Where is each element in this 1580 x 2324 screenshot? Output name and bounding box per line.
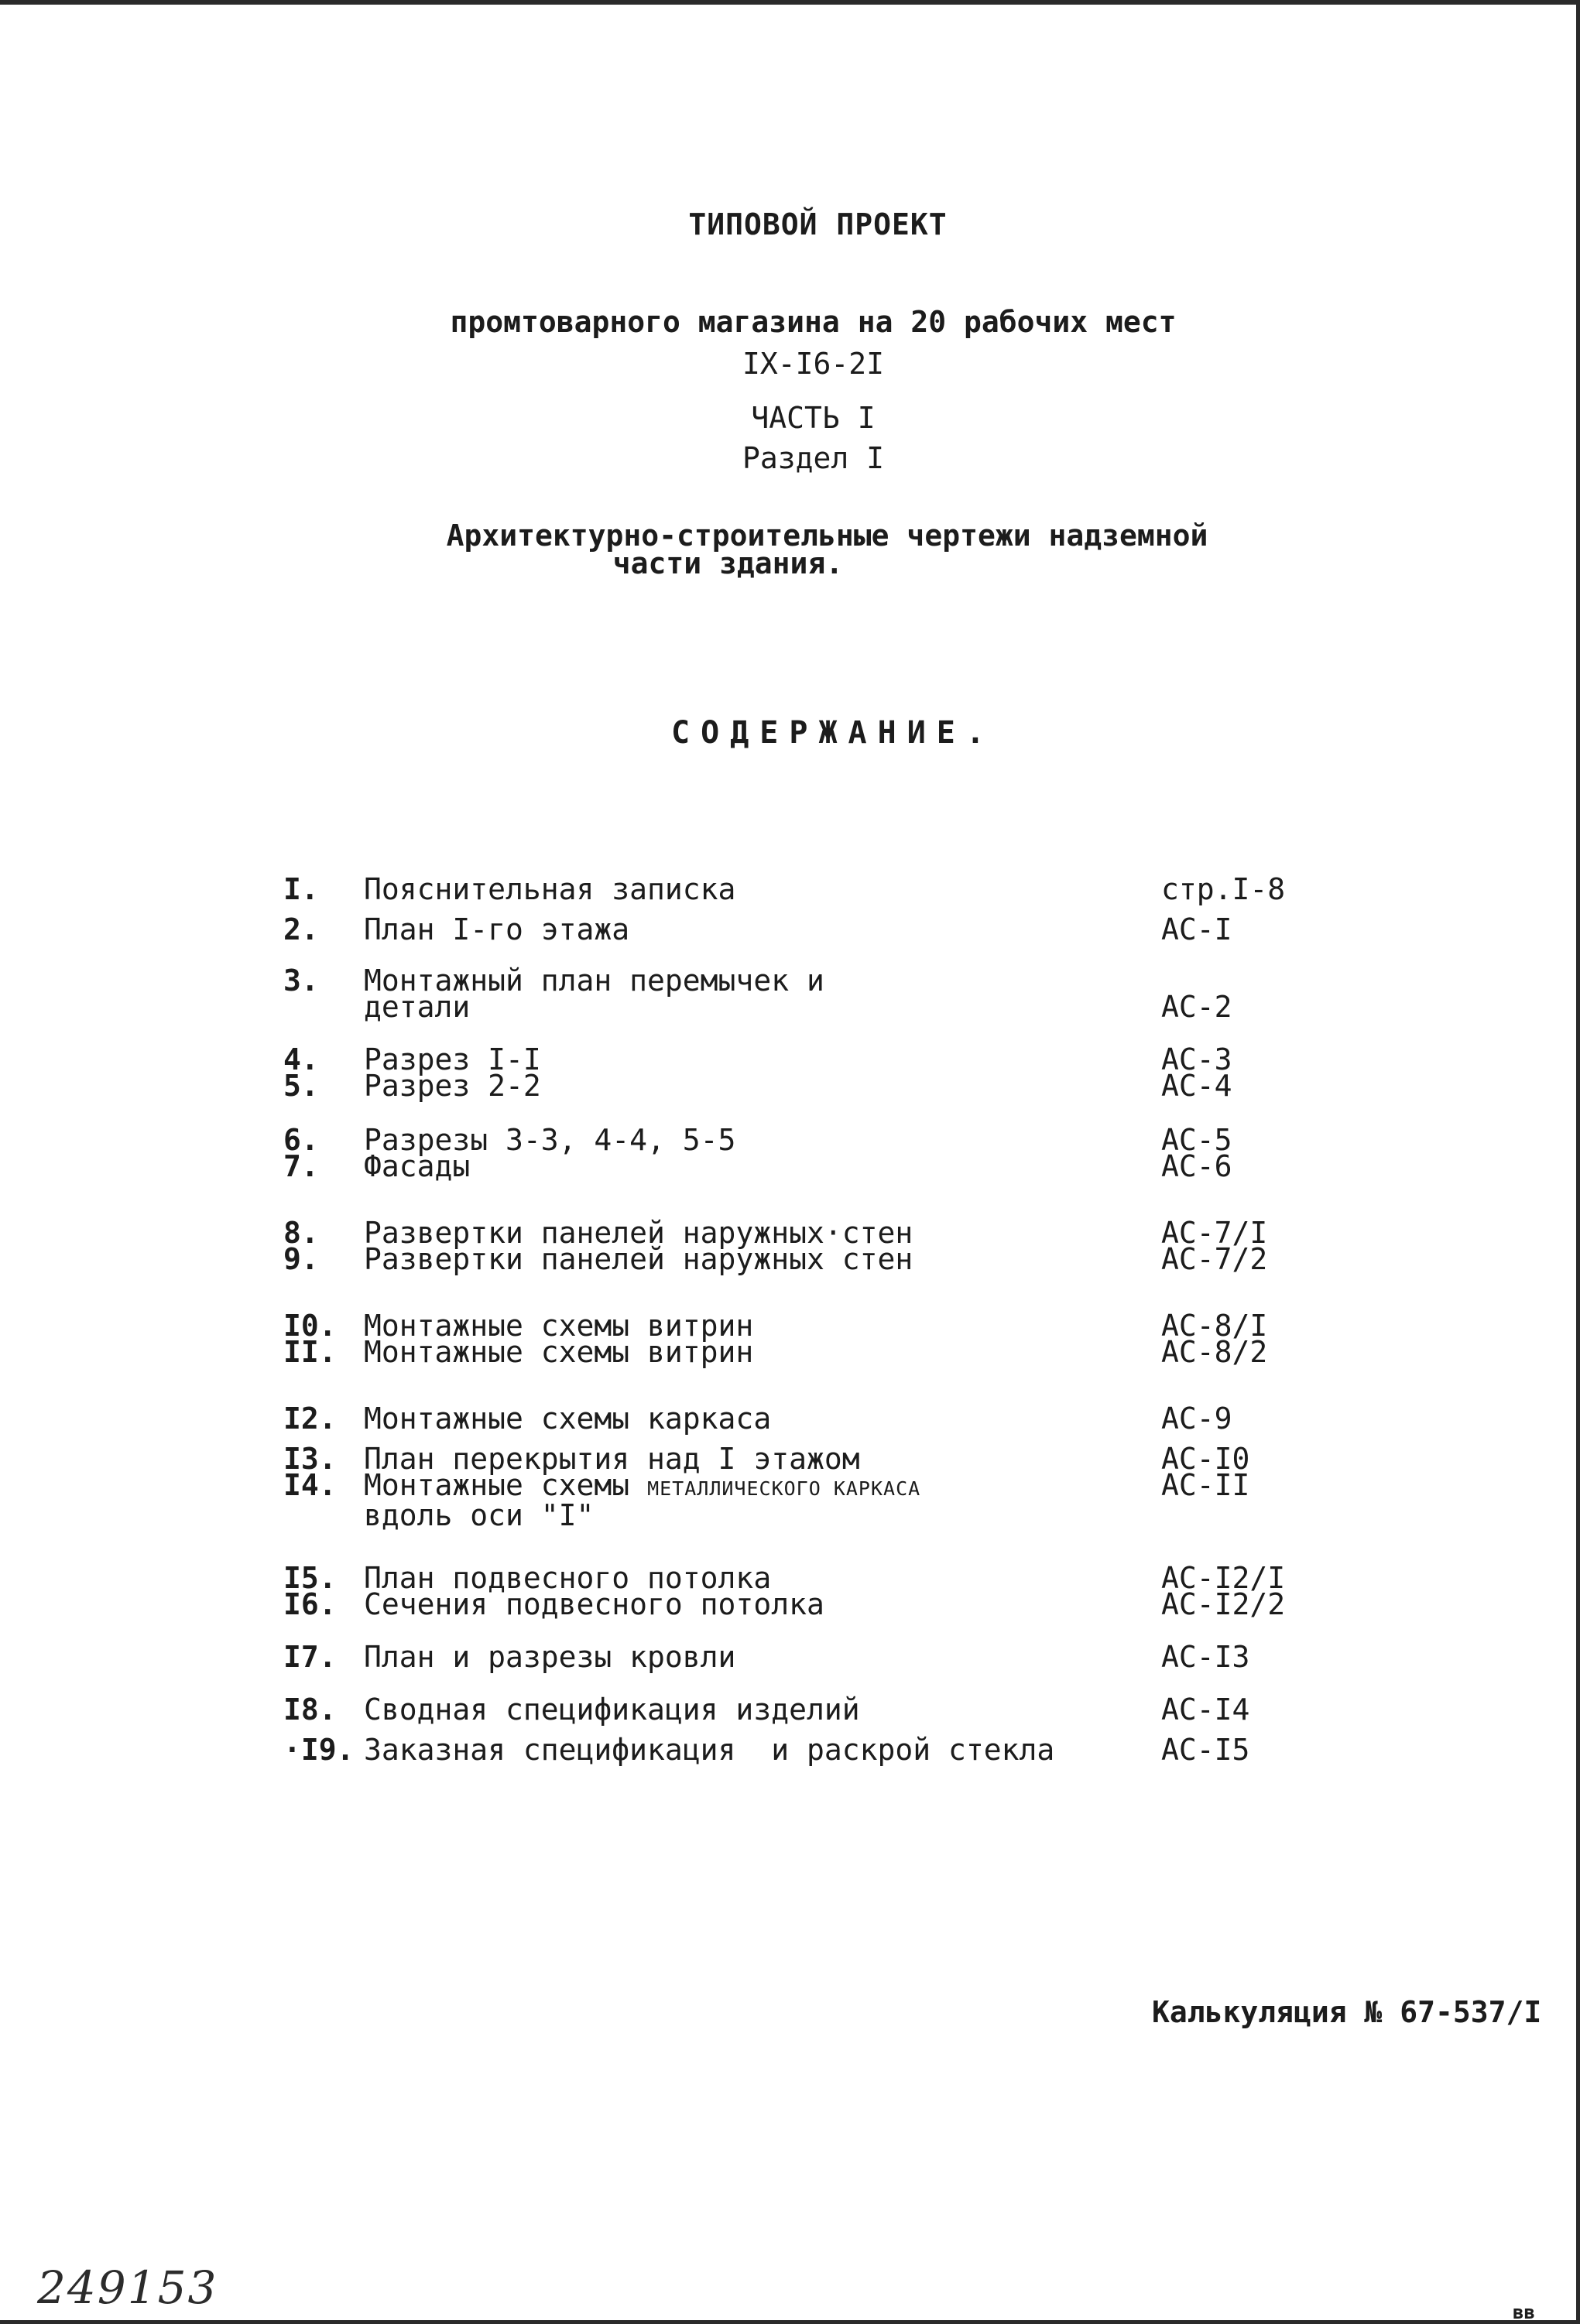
toc-code: АС-7/I: [1161, 1216, 1268, 1250]
toc-code: АС-8/I: [1161, 1309, 1268, 1343]
toc-number: I.: [283, 872, 319, 906]
toc-title: План перекрытия над I этажом: [364, 1442, 860, 1476]
section-label: Раздел I: [742, 441, 885, 475]
description-line-2: части здания.: [612, 546, 844, 580]
calculation-number: Калькуляция № 67-537/I: [1152, 1995, 1542, 2029]
toc-number: ·I9.: [283, 1733, 355, 1767]
toc-title: [364, 1468, 921, 1532]
toc-number: I2.: [283, 1402, 337, 1436]
toc-title: Монтажные схемы каркаса: [364, 1402, 772, 1436]
toc-code: АС-I2/2: [1161, 1587, 1286, 1621]
toc-title: Разрезы 3-3, 4-4, 5-5: [364, 1123, 736, 1157]
corner-mark: вв: [1513, 2302, 1535, 2323]
toc-title: [364, 963, 824, 1024]
contents-heading: СОДЕРЖАНИЕ.: [671, 715, 996, 751]
toc-code: стр.I-8: [1161, 872, 1286, 906]
toc-code: АС-I4: [1161, 1693, 1250, 1727]
toc-code: АС-I3: [1161, 1640, 1250, 1674]
toc-title: Разрез 2-2: [364, 1069, 541, 1103]
toc-title-line-2: вдоль оси "I": [364, 1498, 595, 1532]
toc-title: Сечения подвесного потолка: [364, 1587, 824, 1621]
toc-number: 9.: [283, 1242, 319, 1276]
toc-title: Монтажные схемы витрин: [364, 1335, 754, 1369]
toc-title: Фасады: [364, 1149, 471, 1183]
toc-number: I5.: [283, 1561, 337, 1595]
toc-title-line-2: детали: [364, 990, 471, 1024]
toc-number: I7.: [283, 1640, 337, 1674]
toc-title: Развертки панелей наружных стен: [364, 1242, 913, 1276]
toc-title: Развертки панелей наружных·стен: [364, 1216, 913, 1250]
toc-title: Заказная спецификация и раскрой стекла: [364, 1733, 1055, 1767]
toc-number: I4.: [283, 1468, 337, 1502]
toc-code: АС-I0: [1161, 1442, 1250, 1476]
toc-number: I3.: [283, 1442, 337, 1476]
toc-number: II.: [283, 1335, 337, 1369]
toc-title: Монтажные схемы витрин: [364, 1309, 754, 1343]
toc-title: Пояснительная записка: [364, 872, 736, 906]
toc-number: 6.: [283, 1123, 319, 1157]
inventory-number: 249153: [37, 2261, 218, 2314]
toc-code: АС-7/2: [1161, 1242, 1268, 1276]
toc-code: АС-5: [1161, 1123, 1232, 1157]
toc-code: АС-9: [1161, 1402, 1232, 1436]
toc-number: I0.: [283, 1309, 337, 1343]
toc-number: 3.: [283, 963, 319, 998]
toc-code: АС-8/2: [1161, 1335, 1268, 1369]
toc-number: 7.: [283, 1149, 319, 1183]
toc-number: 5.: [283, 1069, 319, 1103]
project-subtitle: промтоварного магазина на 20 рабочих мест: [450, 305, 1177, 339]
toc-title: План подвесного потолка: [364, 1561, 772, 1595]
toc-code: АС-I2/I: [1161, 1561, 1286, 1595]
project-code: IX-I6-2I: [742, 347, 885, 381]
toc-code: АС-I: [1161, 912, 1232, 946]
toc-code: АС-2: [1161, 990, 1232, 1024]
toc-title-line-1: Монтажные схемы: [364, 1468, 630, 1502]
toc-code: АС-3: [1161, 1042, 1232, 1076]
toc-code: АС-II: [1161, 1468, 1250, 1502]
toc-title: Разрез I-I: [364, 1042, 541, 1076]
toc-number: 8.: [283, 1216, 319, 1250]
toc-number: I8.: [283, 1693, 337, 1727]
toc-title-handwritten-addition: МЕТАЛЛИЧЕСКОГО КАРКАСА: [647, 1477, 921, 1500]
toc-number: I6.: [283, 1587, 337, 1621]
document-title: ТИПОВОЙ ПРОЕКТ: [688, 207, 948, 241]
toc-title: Сводная спецификация изделий: [364, 1693, 860, 1727]
part-label: ЧАСТЬ I: [751, 401, 876, 435]
toc-title-line-1: Монтажный план перемычек и: [364, 963, 824, 998]
toc-code: АС-I5: [1161, 1733, 1250, 1767]
toc-code: АС-6: [1161, 1149, 1232, 1183]
toc-title: План и разрезы кровли: [364, 1640, 736, 1674]
toc-code: АС-4: [1161, 1069, 1232, 1103]
description-line-1: Архитектурно-строительные чертежи надземной: [446, 519, 1208, 553]
toc-number: 4.: [283, 1042, 319, 1076]
toc-number: 2.: [283, 912, 319, 946]
toc-title: План I-го этажа: [364, 912, 630, 946]
